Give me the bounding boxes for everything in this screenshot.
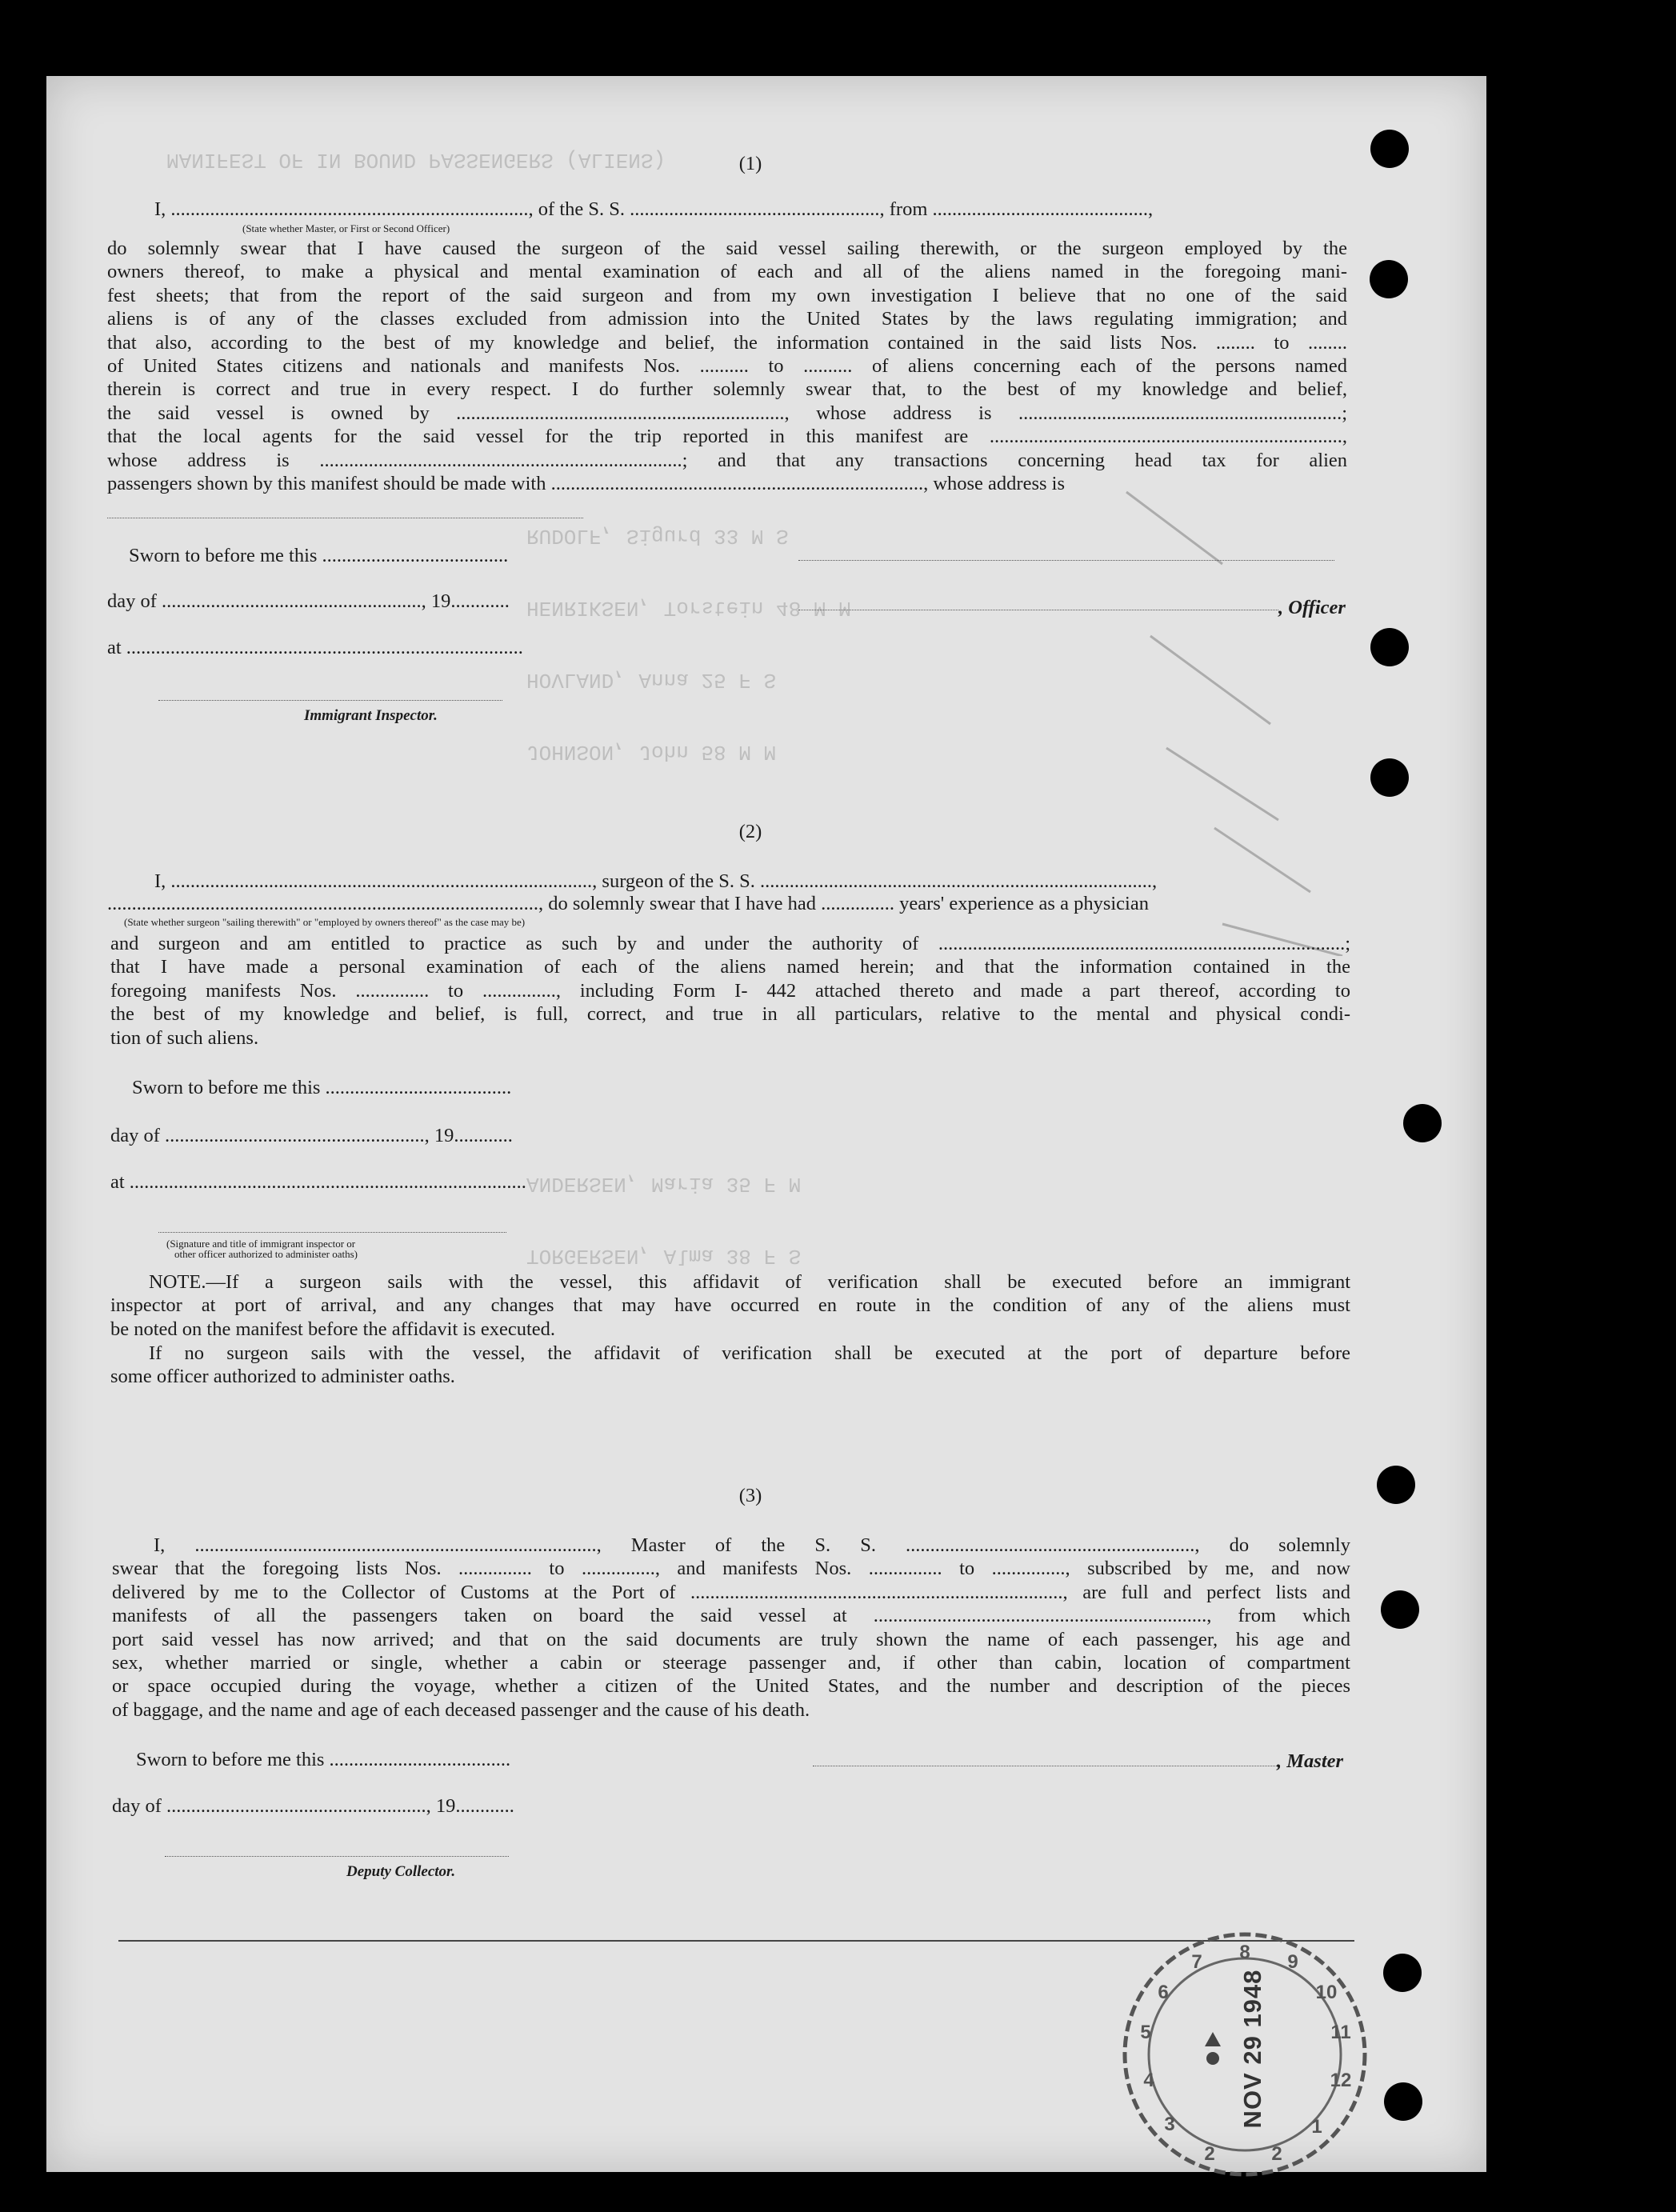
note-line: If no surgeon sails with the vessel, the affidavit of verification shall be executed at the port of departure before [149,1342,1350,1364]
day-of-label: day of ....................................................., 19............ [110,1125,513,1146]
oath-line: manifests of all the passengers taken on board the said vessel at ...................................................................., from which [112,1605,1350,1627]
svg-text:11: 11 [1330,2022,1351,2043]
bleed-through-text: HOVLAND, Anna 25 F S [526,668,777,692]
section-1-officer-note: (State whether Master, or First or Second Officer) [242,222,450,234]
section-3-number: (3) [738,1485,762,1506]
oath-line: that also, according to the best of my knowledge and belief, the information contained in the said lists Nos. ........ to ........ [107,331,1347,354]
inspector-signature-line [158,1232,506,1233]
note-line: some officer authorized to administer oaths. [110,1366,455,1388]
svg-text:10: 10 [1315,1982,1338,2003]
oath-line: I, .................................................................................., Master of the S. S. ..........................................................., do solemnly [154,1534,1350,1556]
svg-text:4: 4 [1143,2070,1154,2091]
oath-line: that the local agents for the said vessel for the trip reported in this manifest are ........................................................................, [107,426,1347,448]
section-3-oath-paragraph [112,1534,1350,1722]
deputy-collector-label: Deputy Collector. [346,1863,456,1880]
inspector-signature-line [158,700,502,701]
binder-hole [1370,130,1409,168]
note-line: inspector at port of arrival, and any changes that may have occurred en route in the condition of any of the aliens must [110,1294,1350,1317]
svg-text:3: 3 [1164,2114,1175,2135]
date-stamp [1117,1926,1373,2182]
note-line: be noted on the manifest before the affidavit is executed. [110,1318,556,1340]
oath-line: sex, whether married or single, whether a cabin or steerage passenger and, if other than cabin, location of compartment [112,1652,1350,1674]
stamp-date-holder [1237,1970,1269,2130]
binder-hole [1370,260,1408,298]
day-of-label: day of ....................................................., 19............ [112,1795,514,1817]
binder-hole [1381,1590,1419,1629]
oath-line: swear that the foregoing lists Nos. ............... to ..............., and manifests Nos. ............... to ..............., subscribed by me, and now [112,1558,1350,1580]
oath-line: that I have made a personal examination of each of the aliens named herein; and that the information contained in the [110,956,1350,978]
binder-hole [1370,628,1409,666]
section-2-intro-line: I, ......................................................................................, surgeon of the S. S. ................................................................................, [154,870,1158,892]
pencil-strokes [1102,476,1358,956]
oath-line: tion of such aliens. [110,1026,259,1049]
at-label: at ................................................................................. [110,1171,526,1193]
binder-hole [1370,758,1409,797]
binder-hole [1383,1954,1422,1992]
signature-note: (Signature and title of immigrant inspector or [166,1238,356,1250]
section-1-oath-paragraph [107,237,1347,495]
oath-line: passengers shown by this manifest should be made with ............................................................................, whose address is [107,473,1065,495]
signature-note: other officer authorized to administer oaths) [174,1248,358,1260]
binder-hole [1377,1466,1415,1504]
oath-line: foregoing manifests Nos. ............... to ..............., including Form I- 442 attached thereto and made a part thereof, according to [110,979,1350,1002]
sworn-before-label: Sworn to before me this ...................................... [129,545,509,566]
section-2-surgeon-note: (State whether surgeon "sailing therewith" or "employed by owners thereof" as the case may be) [124,916,526,928]
oath-line: whose address is ..........................................................................; and that any transactions concerning head tax for alien [107,449,1347,471]
manifest-page [46,76,1486,2172]
note-line: NOTE.—If a surgeon sails with the vessel, this affidavit of verification shall be executed before an immigrant [149,1271,1350,1293]
bleed-through-text: HENRIKSEN, Torstein 48 M M [526,596,851,620]
svg-text:5: 5 [1140,2022,1151,2043]
svg-text:7: 7 [1191,1951,1202,1973]
master-label: , Master [1277,1750,1344,1772]
svg-text:2: 2 [1271,2143,1282,2165]
oath-line: owners thereof, to make a physical and mental examination of each and all of the aliens named in the foregoing mani- [107,261,1347,283]
svg-text:12: 12 [1330,2070,1352,2091]
collector-signature-line [165,1856,509,1857]
stamp-date: NOV 29 1948 [1238,1969,1266,2129]
sworn-before-label: Sworn to before me this ..................................... [136,1749,511,1770]
svg-text:1: 1 [1311,2116,1322,2138]
day-of-label: day of ....................................................., 19............ [107,590,510,612]
section-2-experience-line: ........................................................................................, do solemnly swear that I have had ............... years' experience as a physician [107,893,1149,914]
oath-line: and surgeon and am entitled to practice as such by and under the authority of ...................................................................................; [110,933,1350,954]
bleed-through-text: RUDOLF, Sigurd 33 M S [526,524,789,548]
bleed-through-text: MANIFEST OF IN BOUND PASSENGERS (ALIENS) [166,148,666,172]
section-2-number: (2) [738,821,762,842]
section-1-number: (1) [738,153,762,174]
binder-hole [1403,1104,1442,1142]
section-1-intro-line: I, ........................................................................., of the S. S. ..................................................., from ............................................, [154,198,1154,220]
oath-line: port said vessel has now arrived; and that on the said documents are truly shown the name of each passenger, his age and [112,1628,1350,1650]
at-label: at ................................................................................. [107,637,523,658]
sworn-before-label: Sworn to before me this ...................................... [132,1077,512,1098]
svg-text:8: 8 [1239,1942,1250,1963]
oath-line: fest sheets; that from the report of the said surgeon and from my own investigation I believe that no one of the said [107,284,1347,306]
no-surgeon-note-paragraph [110,1342,1350,1389]
bleed-through-text: TORGERSEN, Alma 38 F S [526,1244,802,1268]
bleed-through-text: ANDERSEN, Maria 35 F M [526,1172,802,1196]
oath-line: of United States citizens and nationals and manifests Nos. .......... to .......... of aliens concerning each of the persons named [107,355,1347,378]
officer-label: , Officer [1278,597,1346,618]
oath-line: delivered by me to the Collector of Customs at the Port of ............................................................................, are full and perfect lists and [112,1581,1350,1603]
immigrant-inspector-label: Immigrant Inspector. [304,707,438,724]
oath-line: of baggage, and the name and age of each deceased passenger and the cause of his death. [112,1698,810,1721]
surgeon-note-paragraph [110,1270,1350,1341]
oath-line: or space occupied during the voyage, whether a citizen of the United States, and the number and description of the pieces [112,1675,1350,1698]
oath-line: therein is correct and true in every respect. I do further solemnly swear that, to the best of my knowledge and belief, [107,378,1347,401]
oath-line: the said vessel is owned by ..................................................................., whose address is ..................................................................; [107,402,1347,424]
svg-text:6: 6 [1158,1982,1169,2003]
oath-line: the best of my knowledge and belief, is full, correct, and true in all particulars, relative to the mental and physical condi- [110,1003,1350,1026]
svg-text:9: 9 [1287,1951,1298,1973]
binder-hole [1384,2082,1422,2121]
oath-line: do solemnly swear that I have caused the surgeon of the said vessel sailing therewith, or the surgeon employed by the [107,238,1347,259]
bleed-through-text: JOHNSON, John 58 M M [526,740,777,764]
oath-line: aliens is of any of the classes excluded from admission into the United States by the laws regulating immigration; and [107,308,1347,330]
svg-text:2: 2 [1204,2143,1215,2165]
